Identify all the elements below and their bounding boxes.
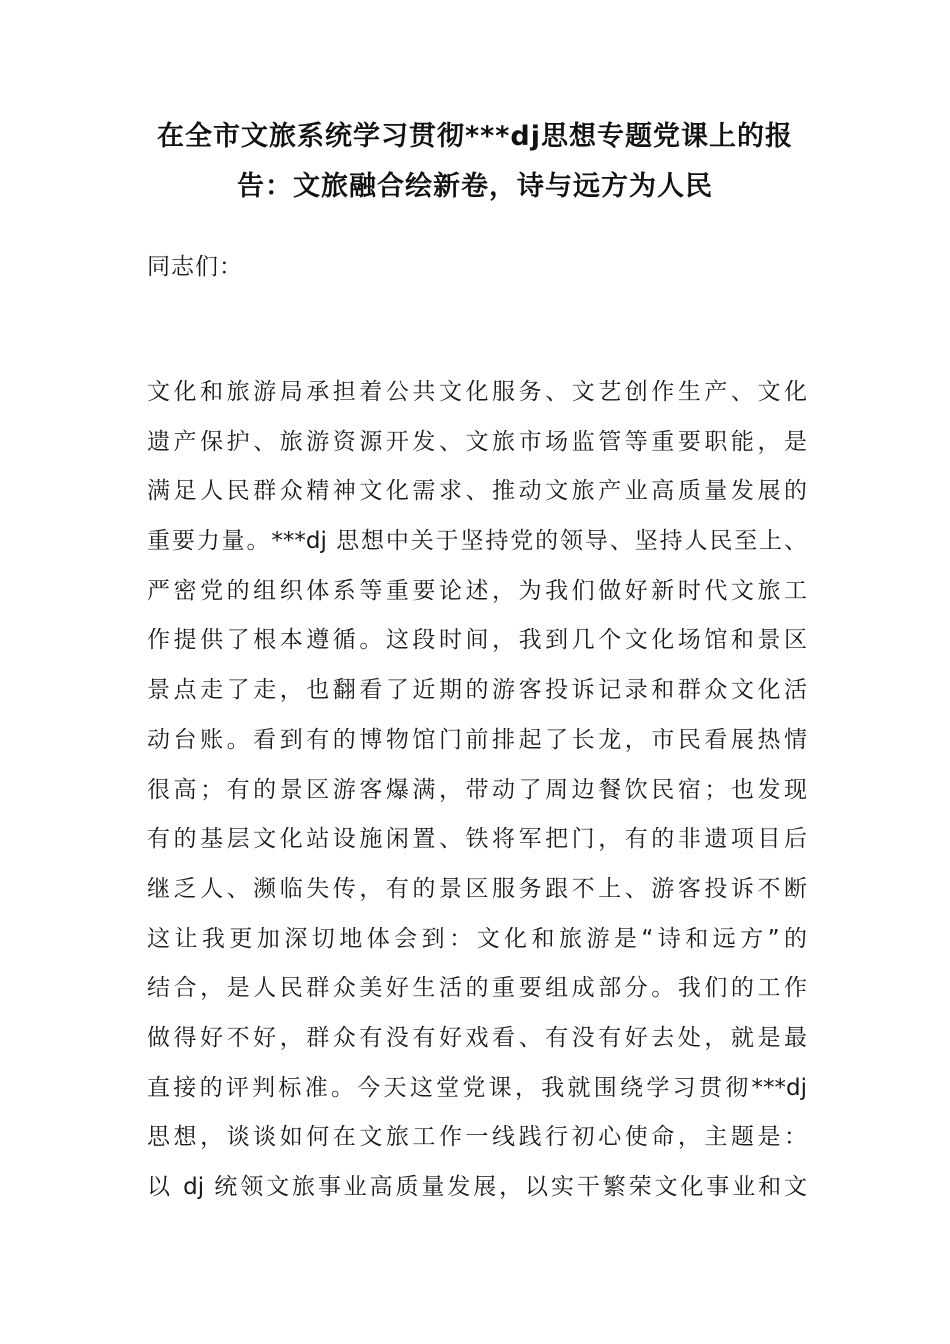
body-line: 景点走了走，也翻看了近期的游客投诉记录和群众文化活 xyxy=(147,677,807,704)
greeting: 同志们： xyxy=(147,254,243,280)
body-paragraph xyxy=(147,368,807,1213)
body-line: 严密党的组织体系等重要论述，为我们做好新时代文旅工 xyxy=(147,577,807,604)
body-line: 做得好不好，群众有没有好戏看、有没有好去处，就是最 xyxy=(147,1024,807,1051)
body-line: 继乏人、濒临失传，有的景区服务跟不上、游客投诉不断 xyxy=(147,875,807,902)
body-line: 结合，是人民群众美好生活的重要组成部分。我们的工作 xyxy=(147,975,807,1002)
body-line: 动台账。看到有的博物馆门前排起了长龙，市民看展热情 xyxy=(147,726,807,753)
body-line: 作提供了根本遵循。这段时间，我到几个文化场馆和景区 xyxy=(147,627,807,654)
body-line: 直接的评判标准。今天这堂党课，我就围绕学习贯彻***dj xyxy=(147,1074,807,1101)
body-line: 很高；有的景区游客爆满，带动了周边餐饮民宿；也发现 xyxy=(147,776,807,803)
body-line: 满足人民群众精神文化需求、推动文旅产业高质量发展的 xyxy=(147,478,807,505)
body-line: 重要力量。***dj 思想中关于坚持党的领导、坚持人民至上、 xyxy=(147,528,807,555)
body-line: 这让我更加深切地体会到：文化和旅游是“诗和远方”的 xyxy=(147,925,807,952)
body-line: 以 dj 统领文旅事业高质量发展，以实干繁荣文化事业和文 xyxy=(147,1174,807,1200)
body-line: 有的基层文化站设施闲置、铁将军把门，有的非遗项目后 xyxy=(147,826,807,853)
title-line-1: 在全市文旅系统学习贯彻***dj思想专题党课上的报 xyxy=(157,121,793,152)
document-title xyxy=(120,112,830,212)
body-line: 文化和旅游局承担着公共文化服务、文艺创作生产、文化 xyxy=(147,379,807,405)
title-line-2: 告：文旅融合绘新卷，诗与远方为人民 xyxy=(237,171,713,202)
body-line: 思想，谈谈如何在文旅工作一线践行初心使命，主题是： xyxy=(147,1124,807,1151)
body-line: 遗产保护、旅游资源开发、文旅市场监管等重要职能，是 xyxy=(147,428,807,455)
